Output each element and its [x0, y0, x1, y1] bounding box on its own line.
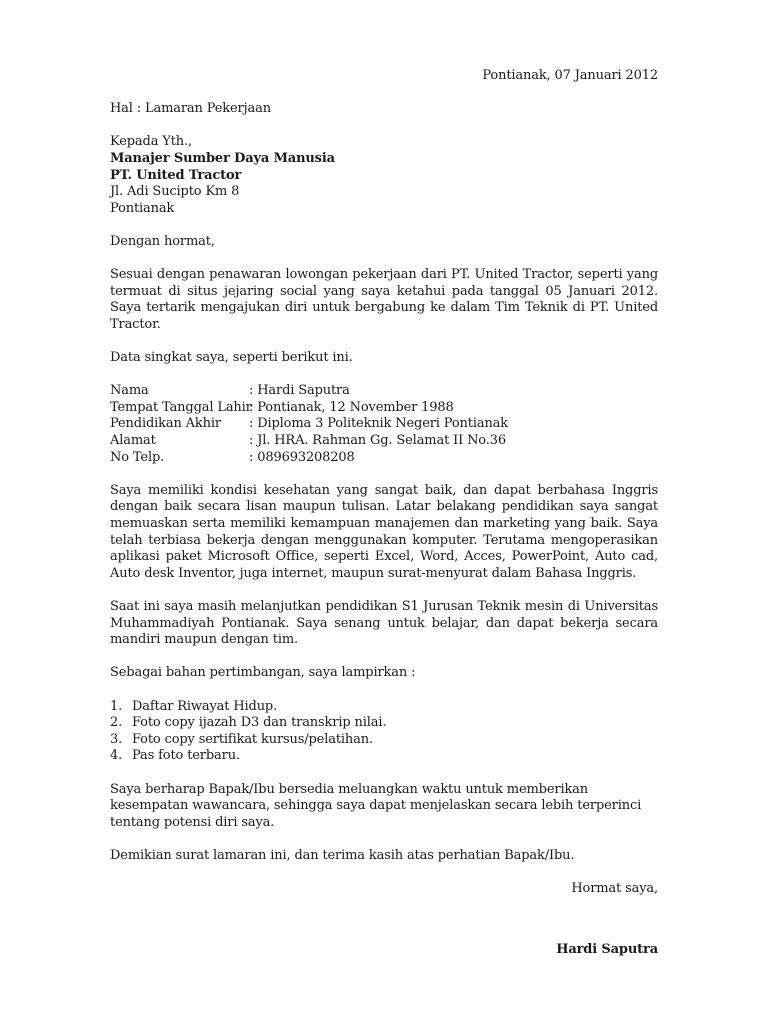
list-text: Pas foto terbaru.	[132, 748, 240, 764]
data-value: : Diploma 3 Politeknik Negeri Pontianak	[249, 416, 508, 432]
recipient-block	[110, 134, 658, 217]
personal-data-table	[110, 383, 658, 466]
list-number: 4.	[110, 748, 123, 764]
study-paragraph: Saat ini saya masih melanjutkan pendidikan S1 Jurusan Teknik mesin di Universitas Muhammadiyah Pontianak. Saya senang untuk belajar, dan dapat bekerja secara mandiri maupun dengan tim.	[110, 599, 658, 648]
recipient-company: PT. United Tractor	[110, 167, 242, 183]
skills-paragraph: Saya memiliki kondisi kesehatan yang sangat baik, dan dapat berbahasa Inggris dengan baik secara lisan maupun tulisan. Latar belakang pendidikan saya sangat memuaskan serta memiliki kemampuan manajemen dan marketing yang baik. Saya telah terbiasa bekerja dengan menggunakan komputer. Terutama mengoperasikan aplikasi paket Microsoft Office, seperti Excel, Word, Acces, PowerPoint, Auto cad, Auto desk Inventor, juga internet, maupun surat-menyurat dalam Bahasa Inggris.	[110, 482, 658, 581]
list-item	[110, 715, 658, 732]
data-row	[110, 416, 658, 433]
list-item	[110, 699, 658, 716]
signature-name: Hardi Saputra	[556, 941, 658, 957]
data-row	[110, 400, 658, 417]
recipient-city: Pontianak	[110, 200, 175, 216]
recipient-street: Jl. Adi Sucipto Km 8	[110, 184, 240, 200]
place-date: Pontianak, 07 Januari 2012	[482, 68, 658, 83]
list-item	[110, 748, 658, 765]
attachments-list	[110, 699, 658, 765]
data-label: Pendidikan Akhir	[110, 416, 221, 432]
data-value: : Pontianak, 12 November 1988	[249, 399, 454, 415]
closing-paragraph: Demikian surat lamaran ini, dan terima kasih atas perhatian Bapak/Ibu.	[110, 847, 575, 863]
data-row	[110, 383, 658, 400]
data-label: Alamat	[110, 433, 156, 449]
list-text: Daftar Riwayat Hidup.	[132, 698, 278, 714]
list-text: Foto copy sertifikat kursus/pelatihan.	[132, 731, 373, 747]
subject-line: Hal : Lamaran Pekerjaan	[110, 101, 271, 117]
recipient-position: Manajer Sumber Daya Manusia	[110, 150, 335, 166]
list-number: 3.	[110, 731, 123, 747]
data-intro: Data singkat saya, seperti berikut ini.	[110, 350, 353, 366]
recipient-salutation: Kepada Yth.,	[110, 134, 192, 150]
sign-off: Hormat saya,	[571, 881, 658, 897]
letter	[110, 68, 658, 958]
data-value: : Hardi Saputra	[249, 383, 350, 399]
data-row	[110, 450, 658, 467]
intro-paragraph: Sesuai dengan penawaran lowongan pekerjaan dari PT. United Tractor, seperti yang termuat di situs jejaring social yang saya ketahui pada tanggal 05 Januari 2012. Saya tertarik mengajukan diri untuk bergabung ke dalam Tim Teknik di PT. United Tractor.	[110, 267, 658, 332]
data-value: : Jl. HRA. Rahman Gg. Selamat II No.36	[249, 433, 506, 449]
attachments-intro: Sebagai bahan pertimbangan, saya lampirkan :	[110, 665, 416, 681]
data-label: Tempat Tanggal Lahir	[110, 399, 252, 415]
data-row	[110, 433, 658, 450]
list-number: 2.	[110, 715, 123, 731]
greeting: Dengan hormat,	[110, 233, 215, 249]
data-label: Nama	[110, 383, 149, 399]
list-item	[110, 732, 658, 749]
data-label: No Telp.	[110, 449, 165, 465]
list-text: Foto copy ijazah D3 dan transkrip nilai.	[132, 715, 387, 731]
list-number: 1.	[110, 698, 123, 714]
hope-paragraph: Saya berharap Bapak/Ibu bersedia meluangkan waktu untuk memberikan kesempatan wawancara, sehingga saya dapat menjelaskan secara lebih terperinci tentang potensi diri saya.	[110, 781, 642, 830]
data-value: : 089693208208	[249, 449, 355, 465]
